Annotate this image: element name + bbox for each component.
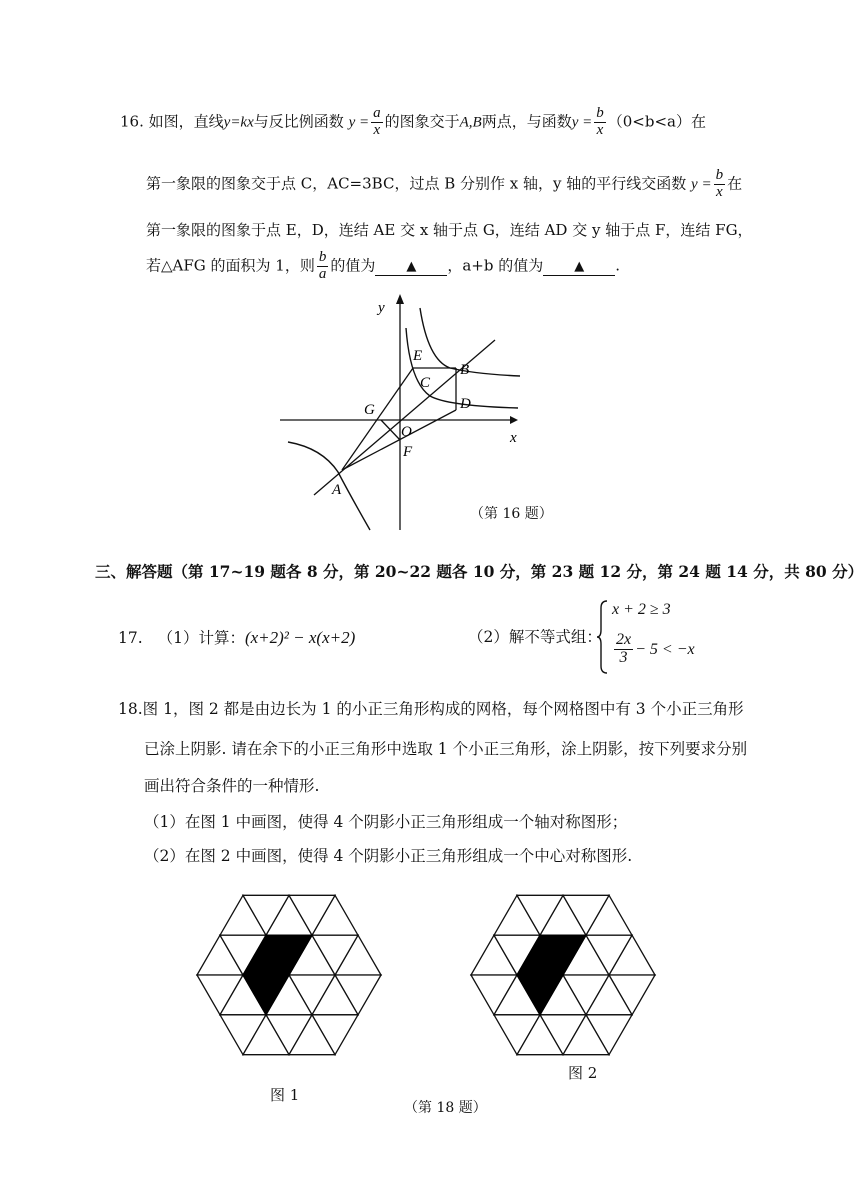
label-b: B <box>460 362 470 378</box>
inequality-1: x + 2 ≥ 3 <box>612 601 671 618</box>
question-17: 17. （1）计算：(x+2)² − x(x+2) （2）解不等式组： x + 2 ≥ 3 $\frac{2x}{3}$ − 5 < −x <box>118 598 758 678</box>
question-18: 18.图 1，图 2 都是由边长为 1 的小正三角形构成的网格，每个网格图中有 3 个小正三角形 已涂上阴影. 请在余下的小正三角形中选取 1 个小正三角形，涂上阴影，按下列要求分别 画出符合条件的一种情形. （1）在图 1 中画图，使得 4 个阴影小正三角形组成一个轴对称图形； （2）在图 2 中画图，使得 4 个阴影小正三角形组成一个中心对称图形. <box>118 700 748 865</box>
q16-fraction-b-over-a: $\frac{b}{a}$ <box>318 249 327 282</box>
q16-fraction-b-over-x: $\frac{b}{x}$ <box>596 105 604 138</box>
q18-caption: （第 18 题） <box>404 1100 487 1116</box>
curve-a-over-x-q3 <box>288 442 370 530</box>
q16-line-4: 若△AFG 的面积为 1，则 $\frac{b}{a}$ 的值为 ▲ ，a+b 的值为 ▲ . <box>146 249 621 282</box>
label-d: D <box>460 396 471 412</box>
figure-2-triangle-grid[interactable] <box>466 892 666 1062</box>
q16-line-2: 第一象限的图象交于点 C，AC=3BC，过点 B 分别作 x 轴，y 轴的平行线交函数 y = $\frac{b}{x}$ 在 <box>146 167 743 200</box>
q16-caption: （第 16 题） <box>470 506 553 522</box>
answer-blank-1[interactable]: ▲ <box>375 259 447 276</box>
q17-number: 17. <box>118 629 143 647</box>
q16-line-1: 16. 如图，直线y=kx与反比例函数 y = $\frac{a}{x}$ 的图象交于A,B两点，与函数y = $\frac{b}{x}$ （0<b<a）在 <box>120 105 706 138</box>
q16-line-3: 第一象限的图象于点 E，D，连结 AE 交 x 轴于点 G，连结 AD 交 y 轴于点 F，连结 FG， <box>146 221 753 239</box>
q16-fraction-a-over-x: $\frac{a}{x}$ <box>373 105 381 138</box>
brace-icon <box>596 600 608 674</box>
segment-ad <box>342 410 456 470</box>
label-g: G <box>364 402 375 418</box>
section-3-heading: 三、解答题（第 17~19 题各 8 分，第 20~22 题各 10 分，第 23 题 12 分，第 24 题 14 分，共 80 分） <box>95 562 864 581</box>
y-axis-arrow <box>396 294 404 304</box>
figure-1-label: 图 1 <box>270 1086 300 1104</box>
question-16 <box>120 100 800 300</box>
figure-2-label: 图 2 <box>568 1064 598 1082</box>
curve-a-over-x-q1 <box>420 308 520 376</box>
label-e: E <box>413 348 423 364</box>
q17-expression: (x+2)² − x(x+2) <box>244 628 356 647</box>
q16-number: 16. <box>120 112 144 131</box>
x-axis-arrow <box>510 416 518 424</box>
label-c: C <box>420 375 431 391</box>
answer-blank-2[interactable]: ▲ <box>543 259 615 276</box>
q16-fraction-b-over-x-2: $\frac{b}{x}$ <box>715 167 724 200</box>
label-x: x <box>510 430 517 446</box>
q18-number: 18. <box>118 700 143 718</box>
label-a: A <box>332 482 342 498</box>
label-o: O <box>401 424 412 440</box>
label-y: y <box>378 300 385 316</box>
label-f: F <box>403 444 413 460</box>
inequality-2: $\frac{2x}{3}$ − 5 < −x <box>616 631 695 666</box>
figure-1-triangle-grid[interactable] <box>192 892 392 1062</box>
